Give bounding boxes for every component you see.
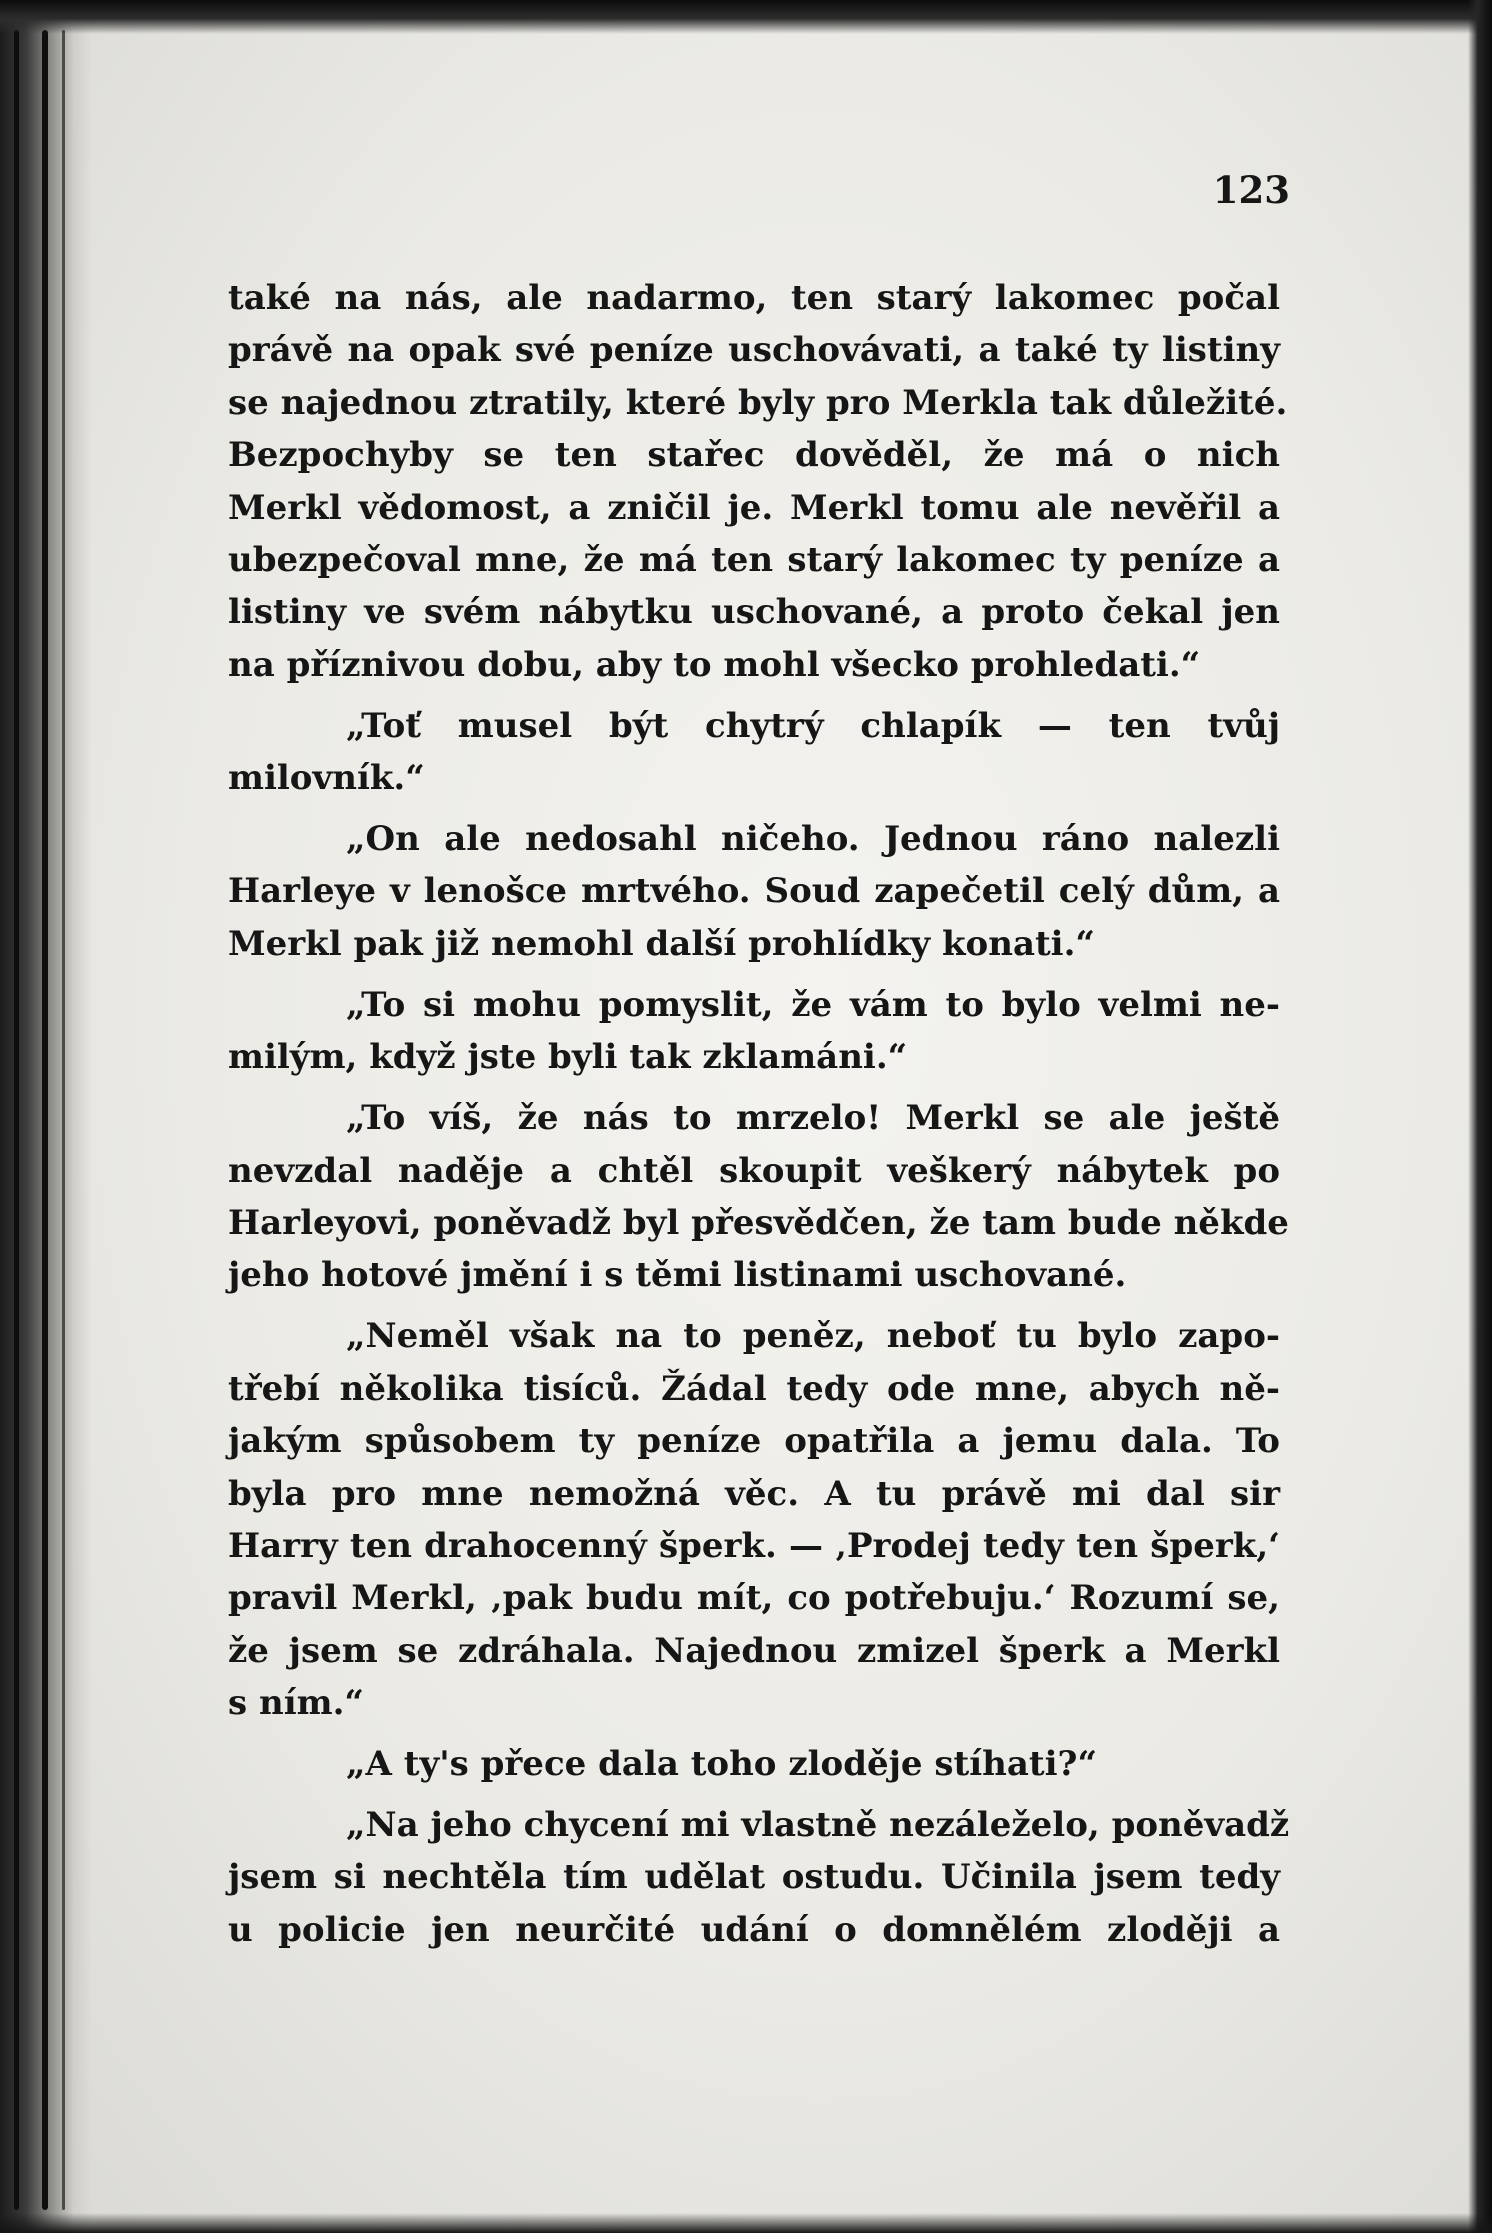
paragraph-gap — [228, 970, 1280, 979]
text-line: „On ale nedosahl ničeho. Jednou ráno nalezli — [346, 819, 1280, 860]
text-line: Merkl pak již nemohl další prohlídky konati.“ — [228, 923, 1095, 964]
paragraph — [228, 1799, 1290, 1956]
text-line: s ním.“ — [228, 1683, 364, 1724]
body-text — [228, 272, 1290, 1956]
paragraph — [228, 272, 1288, 691]
paragraph — [228, 979, 1280, 1084]
text-line: „Neměl však na to peněz, neboť tu bylo zapo- — [346, 1316, 1280, 1357]
text-line: Harleye v lenošce mrtvého. Soud zapečetil celý dům, a — [228, 871, 1280, 912]
text-line: jakým spůsobem ty peníze opatřila a jemu dala. To — [228, 1421, 1280, 1462]
paragraph-gap — [228, 1302, 1280, 1311]
text-line: ubezpečoval mne, že má ten starý lakomec ty peníze a — [228, 539, 1280, 580]
text-line: Bezpochyby se ten stařec dověděl, že má o nich — [228, 435, 1280, 476]
page-number: 123 — [1212, 168, 1290, 212]
text-line: jsem si nechtěla tím udělat ostudu. Učinila jsem tedy — [228, 1857, 1280, 1898]
binding-stripe — [14, 30, 19, 2210]
paragraph — [228, 1738, 1280, 1790]
text-line: „To víš, že nás to mrzelo! Merkl se ale ještě — [346, 1098, 1280, 1139]
page-binding-edge — [0, 0, 92, 2233]
text-line: milovník.“ — [228, 758, 425, 799]
paragraph — [228, 1310, 1280, 1729]
paragraph — [228, 1092, 1289, 1302]
text-line: pravil Merkl, ‚pak budu mít, co potřebuju.‘ Rozumí se, — [228, 1578, 1280, 1619]
text-line: jeho hotové jmění i s těmi listinami uschované. — [228, 1255, 1127, 1296]
text-line: se najednou ztratily, které byly pro Merkla tak důležité. — [228, 382, 1288, 423]
scan-edge-bottom — [0, 2213, 1492, 2233]
text-line: „Na jeho chycení mi vlastně nezáleželo, poněvadž — [346, 1805, 1290, 1846]
paragraph — [228, 700, 1280, 805]
text-line: byla pro mne nemožná věc. A tu právě mi dal sir — [228, 1473, 1280, 1514]
scan-edge-right — [1468, 0, 1492, 2233]
text-line: „Toť musel být chytrý chlapík — ten tvůj — [346, 705, 1280, 746]
paragraph-gap — [228, 805, 1280, 814]
text-line: u policie jen neurčité udání o domnělém zloději a — [228, 1909, 1280, 1950]
binding-stripe — [42, 30, 48, 2210]
text-line: také na nás, ale nadarmo, ten starý lakomec počal — [228, 278, 1280, 318]
text-line: Merkl vědomost, a zničil je. Merkl tomu ale nevěřil a — [228, 487, 1280, 528]
text-line: na příznivou dobu, aby to mohl všecko prohledati.“ — [228, 644, 1201, 685]
text-line: „To si mohu pomyslit, že vám to bylo velmi ne- — [346, 984, 1280, 1025]
scan-edge-top — [0, 0, 1492, 34]
text-line: listiny ve svém nábytku uschované, a proto čekal jen — [228, 592, 1280, 633]
text-line: právě na opak své peníze uschovávati, a také ty listiny — [228, 330, 1280, 371]
text-line: nevzdal naděje a chtěl skoupit veškerý nábytek po — [228, 1150, 1280, 1191]
text-line: že jsem se zdráhala. Najednou zmizel šperk a Merkl — [228, 1630, 1280, 1671]
text-line: Harry ten drahocenný šperk. — ‚Prodej tedy ten šperk,‘ — [228, 1525, 1280, 1566]
paragraph — [228, 813, 1280, 970]
text-line: „A ty's přece dala toho zloděje stíhati?“ — [346, 1744, 1098, 1785]
paragraph-gap — [228, 1791, 1280, 1800]
paragraph-gap — [228, 1084, 1280, 1093]
binding-stripe — [62, 30, 65, 2210]
text-line: třebí několika tisíců. Žádal tedy ode mne, abych ně- — [228, 1368, 1280, 1409]
text-line: milým, když jste byli tak zklamáni.“ — [228, 1037, 908, 1078]
paragraph-gap — [228, 1730, 1280, 1739]
paragraph-gap — [228, 691, 1280, 700]
text-line: Harleyovi, poněvadž byl přesvědčen, že tam bude někde — [228, 1203, 1289, 1244]
